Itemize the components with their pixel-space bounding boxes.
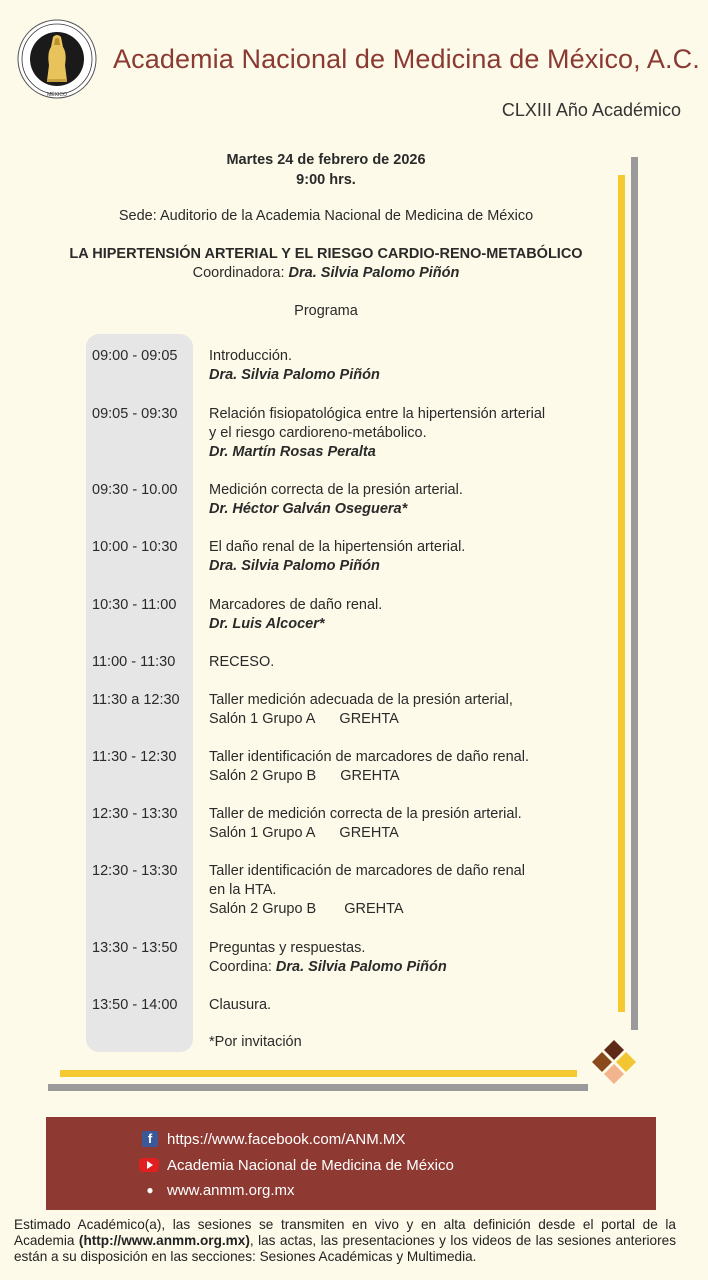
footnote: *Por invitación <box>209 1034 302 1050</box>
bullet-icon: ● <box>146 1183 154 1197</box>
diamond-ornament-icon <box>588 1038 640 1090</box>
facebook-url[interactable]: https://www.facebook.com/ANM.MX <box>167 1130 406 1148</box>
program-topic: Clausura. <box>209 997 272 1013</box>
program-group: GREHTA <box>344 901 404 917</box>
program-time: 10:30 - 11:00 <box>92 597 177 613</box>
program-group: GREHTA <box>340 768 400 784</box>
coordinator-label: Coordinadora: <box>192 265 285 281</box>
program-time: 12:30 - 13:30 <box>92 806 178 822</box>
program-room: Salón 1 Grupo A <box>209 711 316 727</box>
program-topic: Taller medición adecuada de la presión arterial, <box>209 692 513 708</box>
program-time: 12:30 - 13:30 <box>92 863 178 879</box>
program-topic: RECESO. <box>209 654 275 670</box>
website-url[interactable]: www.anmm.org.mx <box>167 1181 295 1199</box>
program-time: 11:30 a 12:30 <box>92 692 180 708</box>
youtube-link[interactable] <box>141 1155 454 1175</box>
event-date: Martes 24 de febrero de 2026 <box>226 152 426 168</box>
program-room: Salón 2 Grupo B <box>209 901 317 917</box>
program-speaker: Dr. Luis Alcocer* <box>209 616 325 632</box>
streaming-note-text: Estimado Académico(a), las sesiones se transmiten en vivo y en alta definición desde el portal de la Academia <box>14 1217 676 1248</box>
academic-year: CLXIII Año Académico <box>501 100 681 120</box>
youtube-icon <box>139 1158 159 1172</box>
program-topic: Introducción. <box>209 348 293 364</box>
program-topic: Relación fisiopatológica entre la hipertensión arterial <box>209 406 546 422</box>
program-topic: y el riesgo cardioreno-metábolico. <box>209 425 427 441</box>
decorative-bar-gray-horizontal <box>48 1084 588 1091</box>
program-time: 10:00 - 10:30 <box>92 539 178 555</box>
seal-lettering: MÉXICO <box>47 92 67 98</box>
program-topic: Preguntas y respuestas. <box>209 940 366 956</box>
program-topic: Taller de medición correcta de la presión arterial. <box>209 806 522 822</box>
program-coord-label: Coordina: <box>209 959 272 975</box>
program-speaker: Dra. Silvia Palomo Piñón <box>209 367 380 383</box>
program-time: 13:50 - 14:00 <box>92 997 178 1013</box>
program-heading: Programa <box>294 303 358 319</box>
facebook-icon: f <box>142 1131 158 1147</box>
program-room: Salón 1 Grupo A <box>209 825 316 841</box>
program-time: 13:30 - 13:50 <box>92 940 178 956</box>
program-time: 11:30 - 12:30 <box>92 749 177 765</box>
academy-seal-logo <box>17 19 97 99</box>
youtube-channel[interactable]: Academia Nacional de Medicina de México <box>167 1156 454 1174</box>
coordinator-line <box>60 265 592 281</box>
program-speaker: Dra. Silvia Palomo Piñón <box>209 558 380 574</box>
program-group: GREHTA <box>339 711 399 727</box>
program-topic: Medición correcta de la presión arterial. <box>209 482 463 498</box>
decorative-bar-yellow-vertical <box>618 175 625 1012</box>
program-topic: Taller identificación de marcadores de daño renal. <box>209 749 529 765</box>
program-time: 09:05 - 09:30 <box>92 406 178 422</box>
program-time: 09:30 - 10.00 <box>92 482 178 498</box>
event-venue: Sede: Auditorio de la Academia Nacional de Medicina de México <box>118 208 534 224</box>
facebook-link[interactable] <box>141 1129 405 1149</box>
program-speaker: Dr. Héctor Galván Oseguera* <box>209 501 408 517</box>
program-topic: Taller identificación de marcadores de daño renal <box>209 863 525 879</box>
program-room: Salón 2 Grupo B <box>209 768 317 784</box>
program-speaker: Dr. Martín Rosas Peralta <box>209 444 376 460</box>
contact-box <box>46 1117 656 1210</box>
organization-title: Academia Nacional de Medicina de México, A.C. <box>113 44 700 74</box>
portal-url[interactable]: (http://www.anmm.org.mx) <box>78 1233 250 1248</box>
website-link[interactable] <box>141 1180 295 1200</box>
program-group: GREHTA <box>339 825 399 841</box>
streaming-note-text: , las actas, las presentaciones y los videos de las sesiones anteriores están a su disposición en las secciones: Sesiones Académicas y Multimedia. <box>14 1233 676 1264</box>
decorative-bar-gray-vertical <box>631 157 638 1030</box>
streaming-note <box>14 1217 676 1265</box>
program-topic: Marcadores de daño renal. <box>209 597 383 613</box>
event-time: 9:00 hrs. <box>296 172 356 188</box>
coordinator-name: Dra. Silvia Palomo Piñón <box>288 265 460 281</box>
program-topic: El daño renal de la hipertensión arterial. <box>209 539 466 555</box>
program-time: 09:00 - 09:05 <box>92 348 178 364</box>
program-time: 11:00 - 11:30 <box>92 654 176 670</box>
program-coord-name: Dra. Silvia Palomo Piñón <box>275 959 447 975</box>
session-title: LA HIPERTENSIÓN ARTERIAL Y EL RIESGO CARDIO-RENO-METABÓLICO <box>69 246 583 262</box>
decorative-bar-yellow-horizontal <box>60 1070 577 1077</box>
program-topic: en la HTA. <box>209 882 277 898</box>
